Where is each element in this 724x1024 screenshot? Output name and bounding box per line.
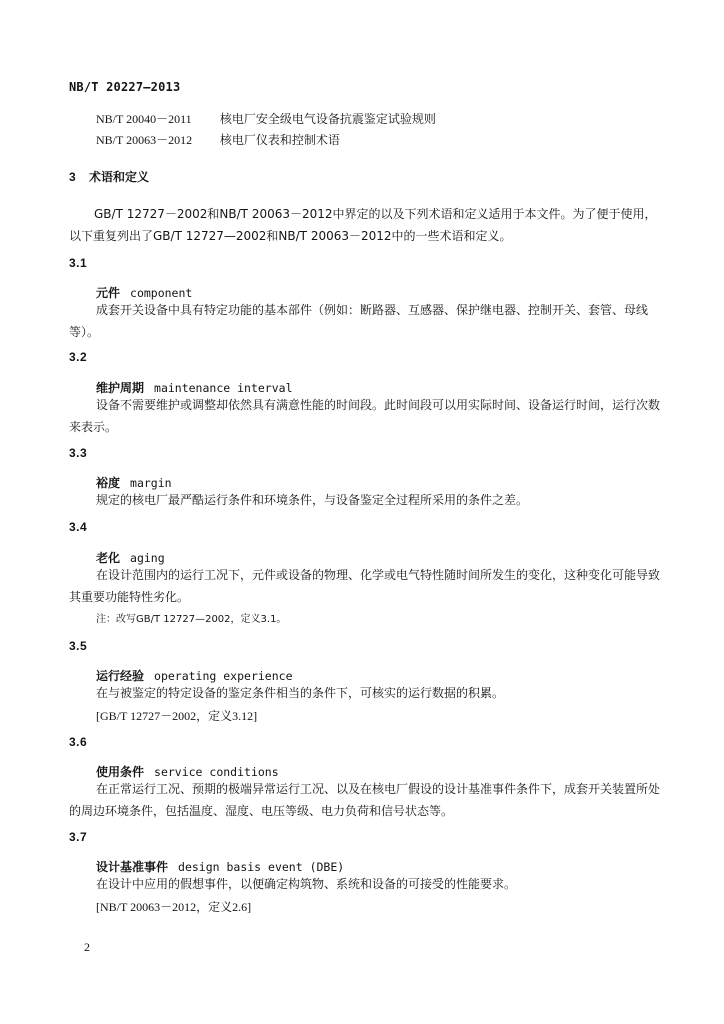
term-chinese: 使用条件 bbox=[96, 765, 145, 779]
term-definition: 在与被鉴定的特定设备的鉴定条件相当的条件下，可核实的运行数据的积累。 bbox=[96, 686, 505, 700]
term-english: design basis event (DBE) bbox=[178, 860, 345, 874]
section-heading bbox=[69, 168, 149, 185]
term-chinese: 设计基准事件 bbox=[96, 860, 169, 874]
standard-number: NB/T 20227—2013 bbox=[69, 80, 181, 94]
section-title: 术语和定义 bbox=[89, 170, 150, 184]
term-english: operating experience bbox=[154, 669, 293, 683]
term-definition: 在设计中应用的假想事件，以便确定构筑物、系统和设备的可接受的性能要求。 bbox=[96, 877, 517, 891]
term-english: maintenance interval bbox=[154, 381, 293, 395]
term-english: aging bbox=[130, 551, 165, 565]
term-definition: 在设计范围内的运行工况下，元件或设备的物理、化学或电气特性随时间所发生的变化，这种变化可能导致其重要功能特性劣化。 bbox=[69, 568, 661, 604]
clause-number: 3.2 bbox=[69, 350, 88, 364]
clause-number: 3.6 bbox=[69, 735, 88, 749]
section-number: 3 bbox=[69, 170, 76, 184]
reference-code: NB/T 20063－2012 bbox=[96, 133, 193, 147]
term-definition: 成套开关设备中具有特定功能的基本部件（例如：断路器、互感器、保护继电器、控制开关、套管、母线等）。 bbox=[69, 303, 649, 339]
clause-number: 3.7 bbox=[69, 830, 88, 844]
term-chinese: 裕度 bbox=[96, 476, 121, 490]
clause-number: 3.4 bbox=[69, 520, 88, 534]
term-definition: 设备不需要维护或调整却依然具有满意性能的时间段。此时间段可以用实际时间、设备运行时间，运行次数来表示。 bbox=[69, 398, 661, 434]
reference-code: NB/T 20040－2011 bbox=[96, 112, 192, 126]
page-number: 2 bbox=[84, 940, 90, 954]
reference-title: 核电厂安全级电气设备抗震鉴定试验规则 bbox=[219, 112, 436, 126]
term-chinese: 老化 bbox=[96, 551, 121, 565]
term-chinese: 元件 bbox=[96, 286, 121, 300]
term-definition: 在正常运行工况、预期的极端异常运行工况、以及在核电厂假设的设计基准事件条件下，成套开关装置所处的周边环境条件，包括温度、湿度、电压等级、电力负荷和信号状态等。 bbox=[69, 782, 661, 818]
normative-reference bbox=[96, 131, 340, 148]
term-english: service conditions bbox=[154, 765, 279, 779]
term-chinese: 运行经验 bbox=[96, 669, 145, 683]
normative-reference bbox=[96, 110, 436, 127]
term-english: margin bbox=[130, 476, 172, 490]
term-note: 注：改写GB/T 12727—2002，定义3.1。 bbox=[96, 614, 287, 625]
reference-title: 核电厂仪表和控制术语 bbox=[219, 133, 340, 147]
section-intro: GB/T 12727－2002和NB/T 20063－2012中界定的以及下列术语和定义适用于本文件。为了便于使用，以下重复列出了GB/T 12727—2002和NB/T 20063－2012中的一些术语和定义。 bbox=[69, 207, 657, 243]
term-source: [GB/T 12727－2002，定义3.12] bbox=[96, 709, 258, 723]
clause-number: 3.1 bbox=[69, 256, 88, 270]
clause-number: 3.3 bbox=[69, 446, 88, 460]
term-chinese: 维护周期 bbox=[96, 381, 145, 395]
term-english: component bbox=[130, 286, 193, 300]
term-source: [NB/T 20063－2012，定义2.6] bbox=[96, 900, 252, 914]
clause-number: 3.5 bbox=[69, 639, 88, 653]
term-definition: 规定的核电厂最严酷运行条件和环境条件，与设备鉴定全过程所采用的条件之差。 bbox=[96, 493, 529, 507]
